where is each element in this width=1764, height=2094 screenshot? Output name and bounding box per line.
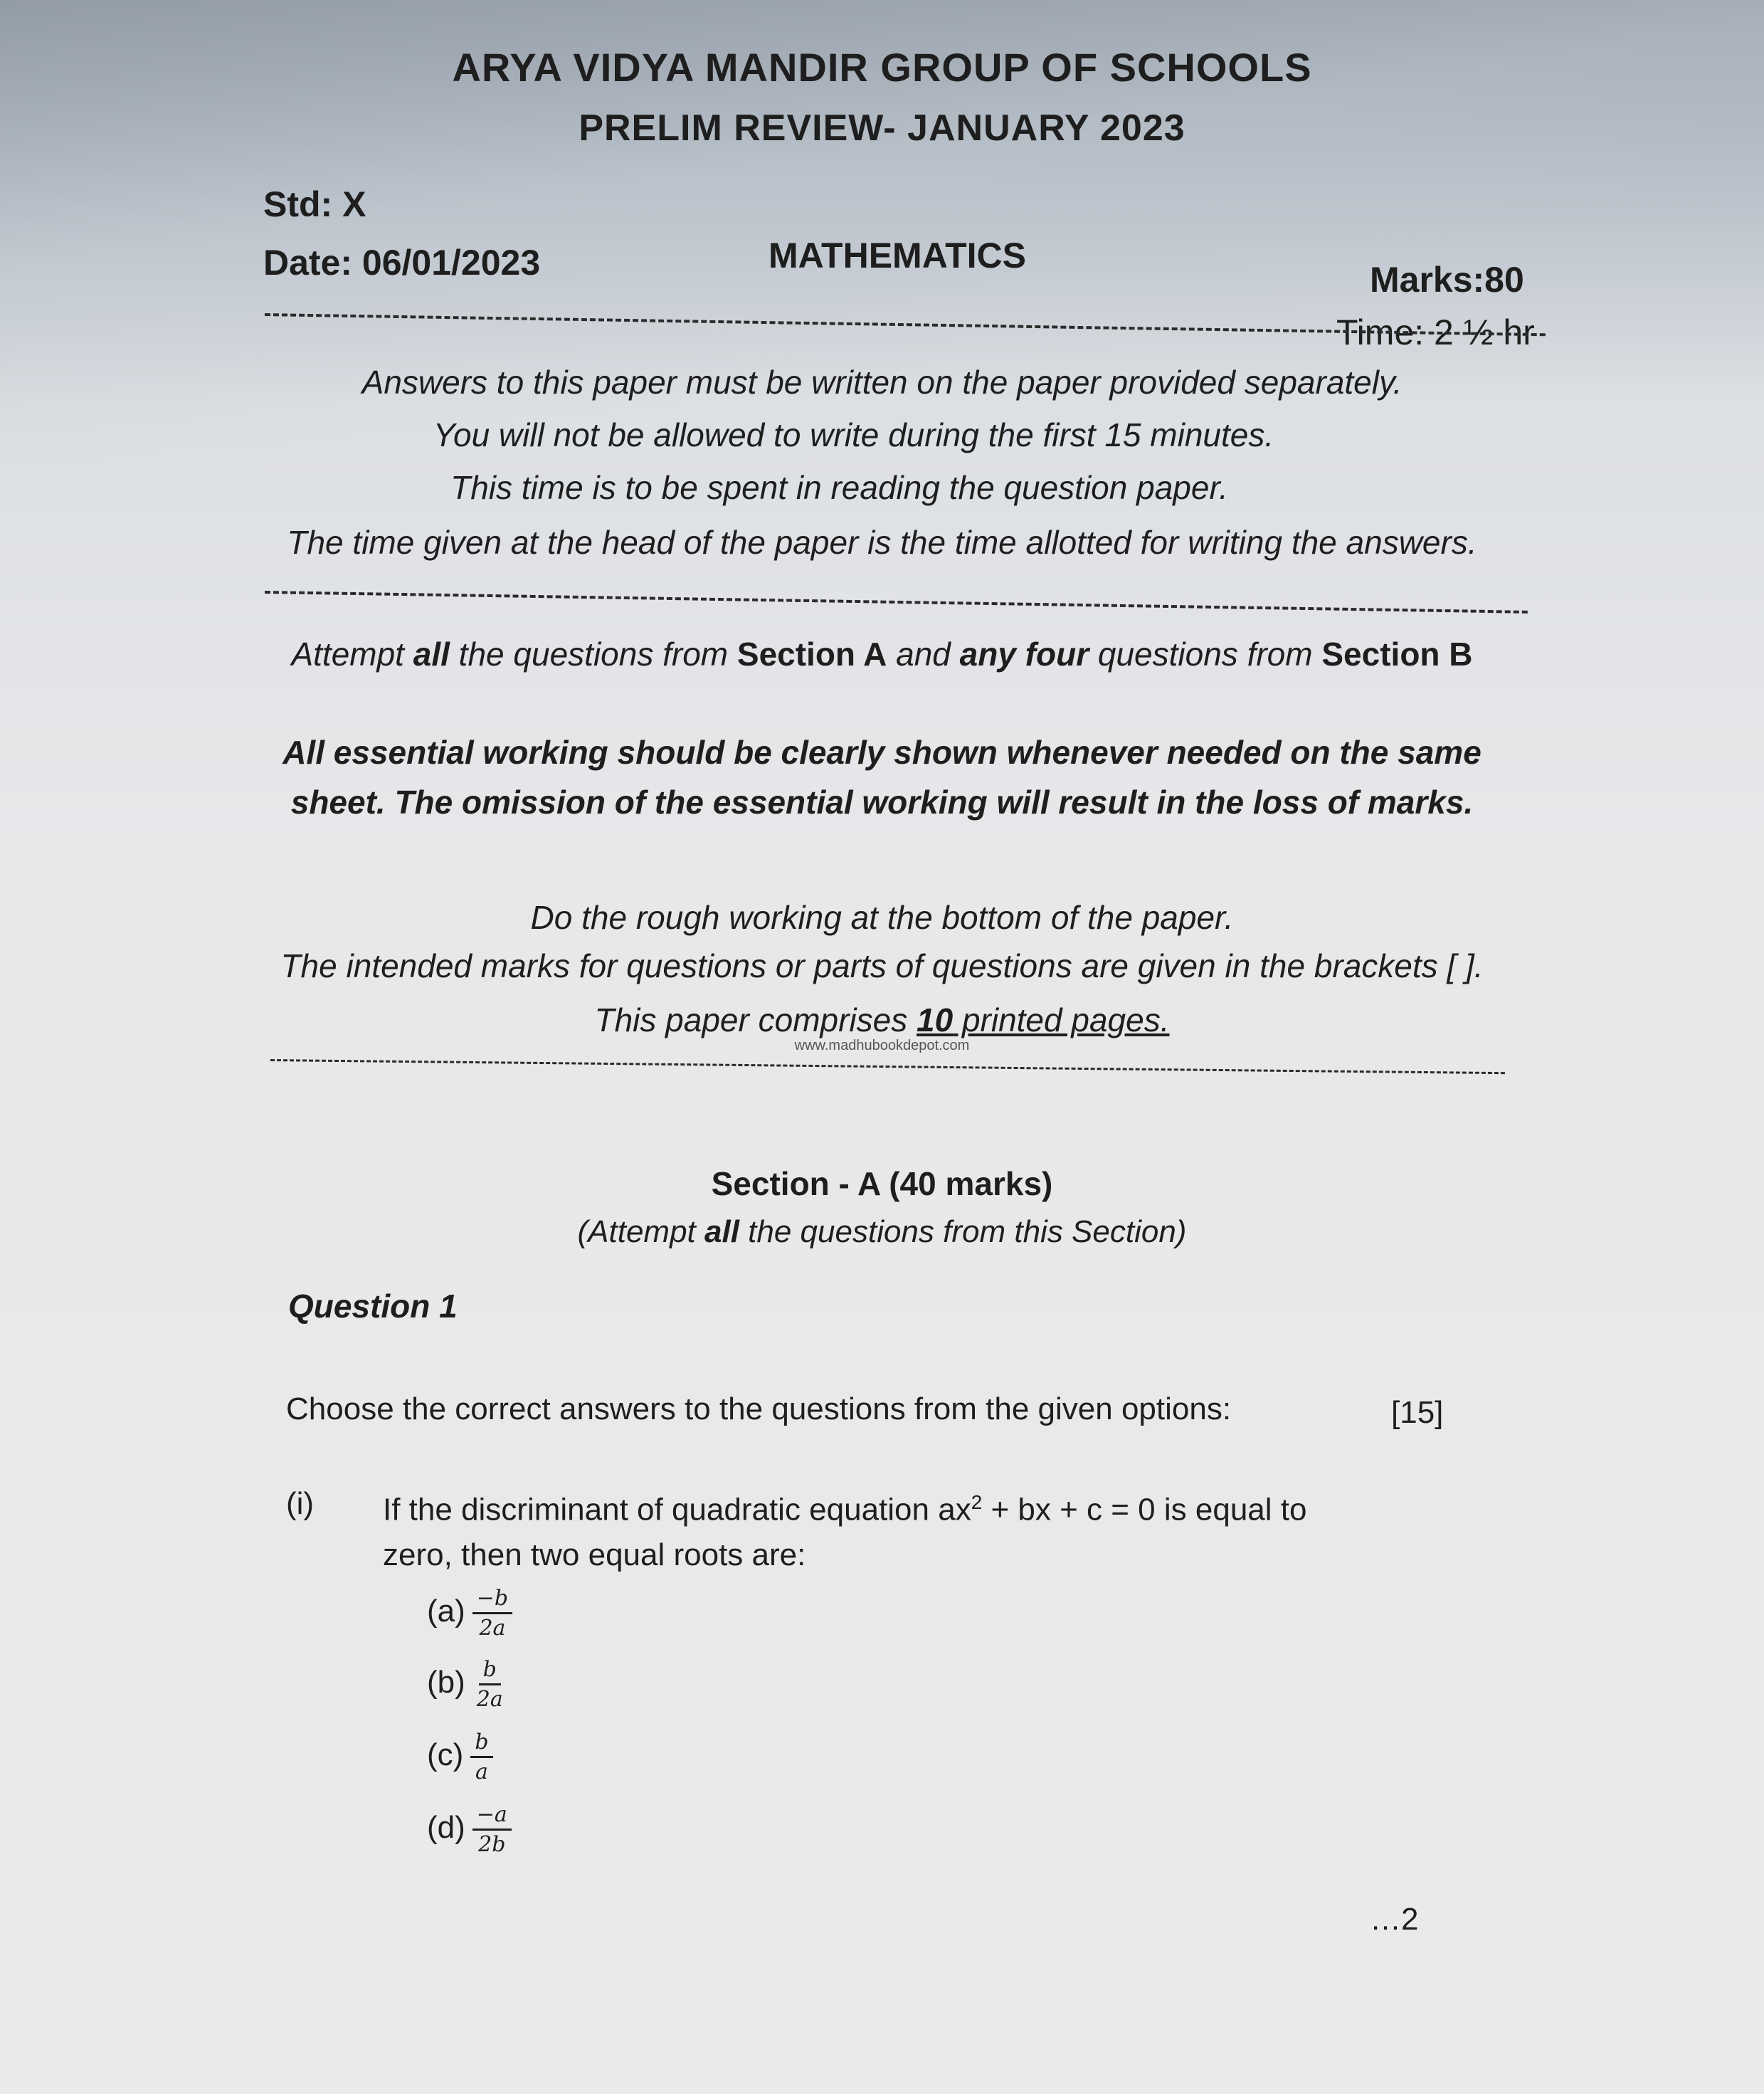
exam-title: PRELIM REVIEW- JANUARY 2023 bbox=[579, 107, 1185, 149]
option-fraction: $\frac{b}{a}$ bbox=[470, 1730, 492, 1784]
working-instruction-1: All essential working should be clearly shown whenever needed on the same bbox=[282, 734, 1482, 771]
attempt-instruction: Attempt all the questions from Section A and any four questions from Section B bbox=[291, 636, 1473, 673]
option-label: (b) bbox=[427, 1665, 465, 1700]
marks-label: Marks:80 bbox=[1370, 260, 1524, 300]
time-label: Time: 2 ½ hr bbox=[1336, 312, 1535, 352]
section-title: Section - A (40 marks) bbox=[711, 1165, 1053, 1202]
instruction-line-3: This time is to be spent in reading the question paper. bbox=[450, 469, 1228, 506]
option-a bbox=[427, 1586, 512, 1641]
school-name: ARYA VIDYA MANDIR GROUP OF SCHOOLS bbox=[452, 45, 1312, 90]
option-fraction: $\frac{-b}{2a}$ bbox=[472, 1586, 512, 1641]
option-b bbox=[427, 1657, 507, 1712]
question-label: Question 1 bbox=[288, 1288, 458, 1325]
part-label: (i) bbox=[286, 1486, 315, 1521]
option-d bbox=[427, 1802, 512, 1857]
instruction-line-2: You will not be allowed to write during the first 15 minutes. bbox=[433, 416, 1274, 453]
option-fraction: $\frac{-a}{2b}$ bbox=[472, 1802, 512, 1857]
question-stem-line-2: zero, then two equal roots are: bbox=[383, 1537, 806, 1572]
page-count-instruction: This paper comprises 10 printed pages. bbox=[594, 1001, 1170, 1038]
intended-marks-instruction: The intended marks for questions or parts of questions are given in the brackets [ ]. bbox=[280, 947, 1484, 984]
question-stem-line-1: If the discriminant of quadratic equation $ax^2$ + bx + c = 0 is equal to bbox=[383, 1491, 1307, 1527]
question-prompt: Choose the correct answers to the questions from the given options: bbox=[286, 1391, 1232, 1426]
watermark-text: www.madhubookdepot.com bbox=[794, 1038, 970, 1053]
rough-work-instruction: Do the rough working at the bottom of the paper. bbox=[530, 899, 1234, 936]
option-fraction: $\frac{b}{2a}$ bbox=[476, 1657, 503, 1712]
option-label: (a) bbox=[427, 1594, 465, 1629]
option-c bbox=[427, 1730, 493, 1784]
subject-title: MATHEMATICS bbox=[769, 236, 1026, 275]
date-label: Date: 06/01/2023 bbox=[263, 243, 541, 283]
question-marks: [15] bbox=[1391, 1395, 1444, 1430]
instructions-divider bbox=[265, 591, 1528, 614]
instructions-bottom-divider bbox=[270, 1059, 1505, 1074]
working-instruction-2: sheet. The omission of the essential working will result in the loss of marks. bbox=[290, 784, 1474, 821]
page-continuation: …2 bbox=[1370, 1902, 1419, 1937]
option-label: (d) bbox=[427, 1810, 465, 1846]
section-subtitle: (Attempt all the questions from this Section) bbox=[577, 1214, 1187, 1249]
instruction-line-1: Answers to this paper must be written on the paper provided separately. bbox=[361, 364, 1403, 401]
option-label: (c) bbox=[427, 1737, 464, 1773]
standard-label: Std: X bbox=[263, 184, 366, 224]
instruction-line-4: The time given at the head of the paper is the time allotted for writing the answers. bbox=[287, 524, 1477, 561]
